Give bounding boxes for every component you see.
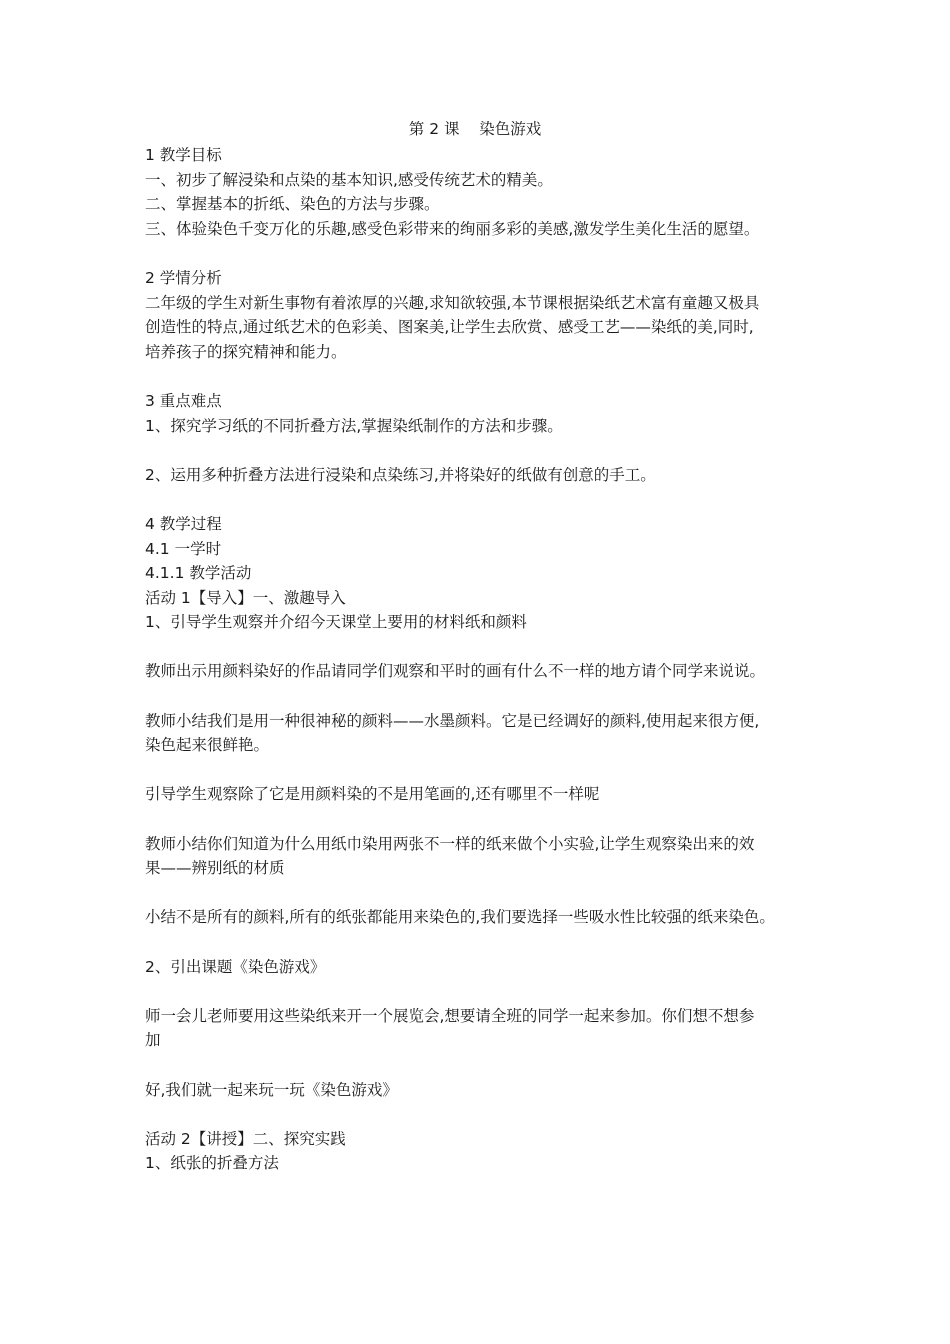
spacer (145, 364, 825, 389)
spacer (145, 487, 825, 512)
activity-heading: 活动 2【讲授】二、探究实践 (145, 1129, 346, 1148)
key-point-item: 2、运用多种折叠方法进行浸染和点染练习,并将染好的纸做有创意的手工。 (145, 465, 656, 484)
paragraph: 小结不是所有的颜料,所有的纸张都能用来染色的,我们要选择一些吸水性比较强的纸来染色。 (145, 908, 775, 927)
paragraph-line: 教师小结你们知道为什么用纸巾染用两张不一样的纸来做个小实验,让学生观察染出来的效 (145, 834, 755, 853)
spacer (145, 930, 825, 955)
objective-item: 二、掌握基本的折纸、染色的方法与步骤。 (145, 195, 440, 214)
key-point-item: 1、探究学习纸的不同折叠方法,掌握染纸制作的方法和步骤。 (145, 416, 563, 435)
paragraph: 好,我们就一起来玩一玩《染色游戏》 (145, 1080, 398, 1099)
spacer (145, 979, 825, 1004)
spacer (145, 1053, 825, 1078)
spacer (145, 758, 825, 783)
paragraph-line: 果——辨别纸的材质 (145, 859, 285, 878)
spacer (145, 1102, 825, 1127)
analysis-line: 创造性的特点,通过纸艺术的色彩美、图案美,让学生去欣赏、感受工艺——染纸的美,同时, (145, 318, 754, 337)
paragraph-line: 染色起来很鲜艳。 (145, 736, 270, 755)
activity-step: 2、引出课题《染色游戏》 (145, 957, 326, 976)
section-heading-teaching-objectives: 1 教学目标 (145, 146, 222, 164)
paragraph: 教师出示用颜料染好的作品请同学们观察和平时的画有什么不一样的地方请个同学来说说。 (145, 662, 766, 681)
paragraph-line: 加 (145, 1031, 161, 1050)
section-heading-teaching-process: 4 教学过程 (145, 514, 222, 533)
paragraph-line: 师一会儿老师要用这些染纸来开一个展览会,想要请全班的同学一起来参加。你们想不想参 (145, 1006, 755, 1025)
lesson-title: 第 2 课 染色游戏 (408, 120, 542, 138)
analysis-line: 培养孩子的探究精神和能力。 (145, 342, 347, 361)
activity-heading: 活动 1【导入】一、激趣导入 (145, 588, 346, 607)
paragraph-line: 教师小结我们是用一种很神秘的颜料——水墨颜料。它是已经调好的颜料,使用起来很方便, (145, 711, 760, 730)
document-body (145, 143, 825, 1176)
spacer (145, 438, 825, 463)
spacer (145, 807, 825, 832)
spacer (145, 635, 825, 660)
spacer (145, 684, 825, 709)
activity-step: 1、纸张的折叠方法 (145, 1154, 279, 1173)
subsection-heading: 4.1.1 教学活动 (145, 564, 252, 583)
objective-item: 三、体验染色千变万化的乐趣,感受色彩带来的绚丽多彩的美感,激发学生美化生活的愿望。 (145, 219, 760, 238)
subsection-heading: 4.1 一学时 (145, 539, 222, 558)
section-heading-student-analysis: 2 学情分析 (145, 268, 222, 287)
objective-item: 一、初步了解浸染和点染的基本知识,感受传统艺术的精美。 (145, 170, 553, 189)
spacer (145, 241, 825, 266)
activity-step: 1、引导学生观察并介绍今天课堂上要用的材料纸和颜料 (145, 613, 527, 632)
section-heading-key-points: 3 重点难点 (145, 391, 222, 410)
analysis-line: 二年级的学生对新生事物有着浓厚的兴趣,求知欲较强,本节课根据染纸艺术富有童趣又极具 (145, 293, 760, 312)
spacer (145, 881, 825, 906)
paragraph: 引导学生观察除了它是用颜料染的不是用笔画的,还有哪里不一样呢 (145, 785, 600, 804)
